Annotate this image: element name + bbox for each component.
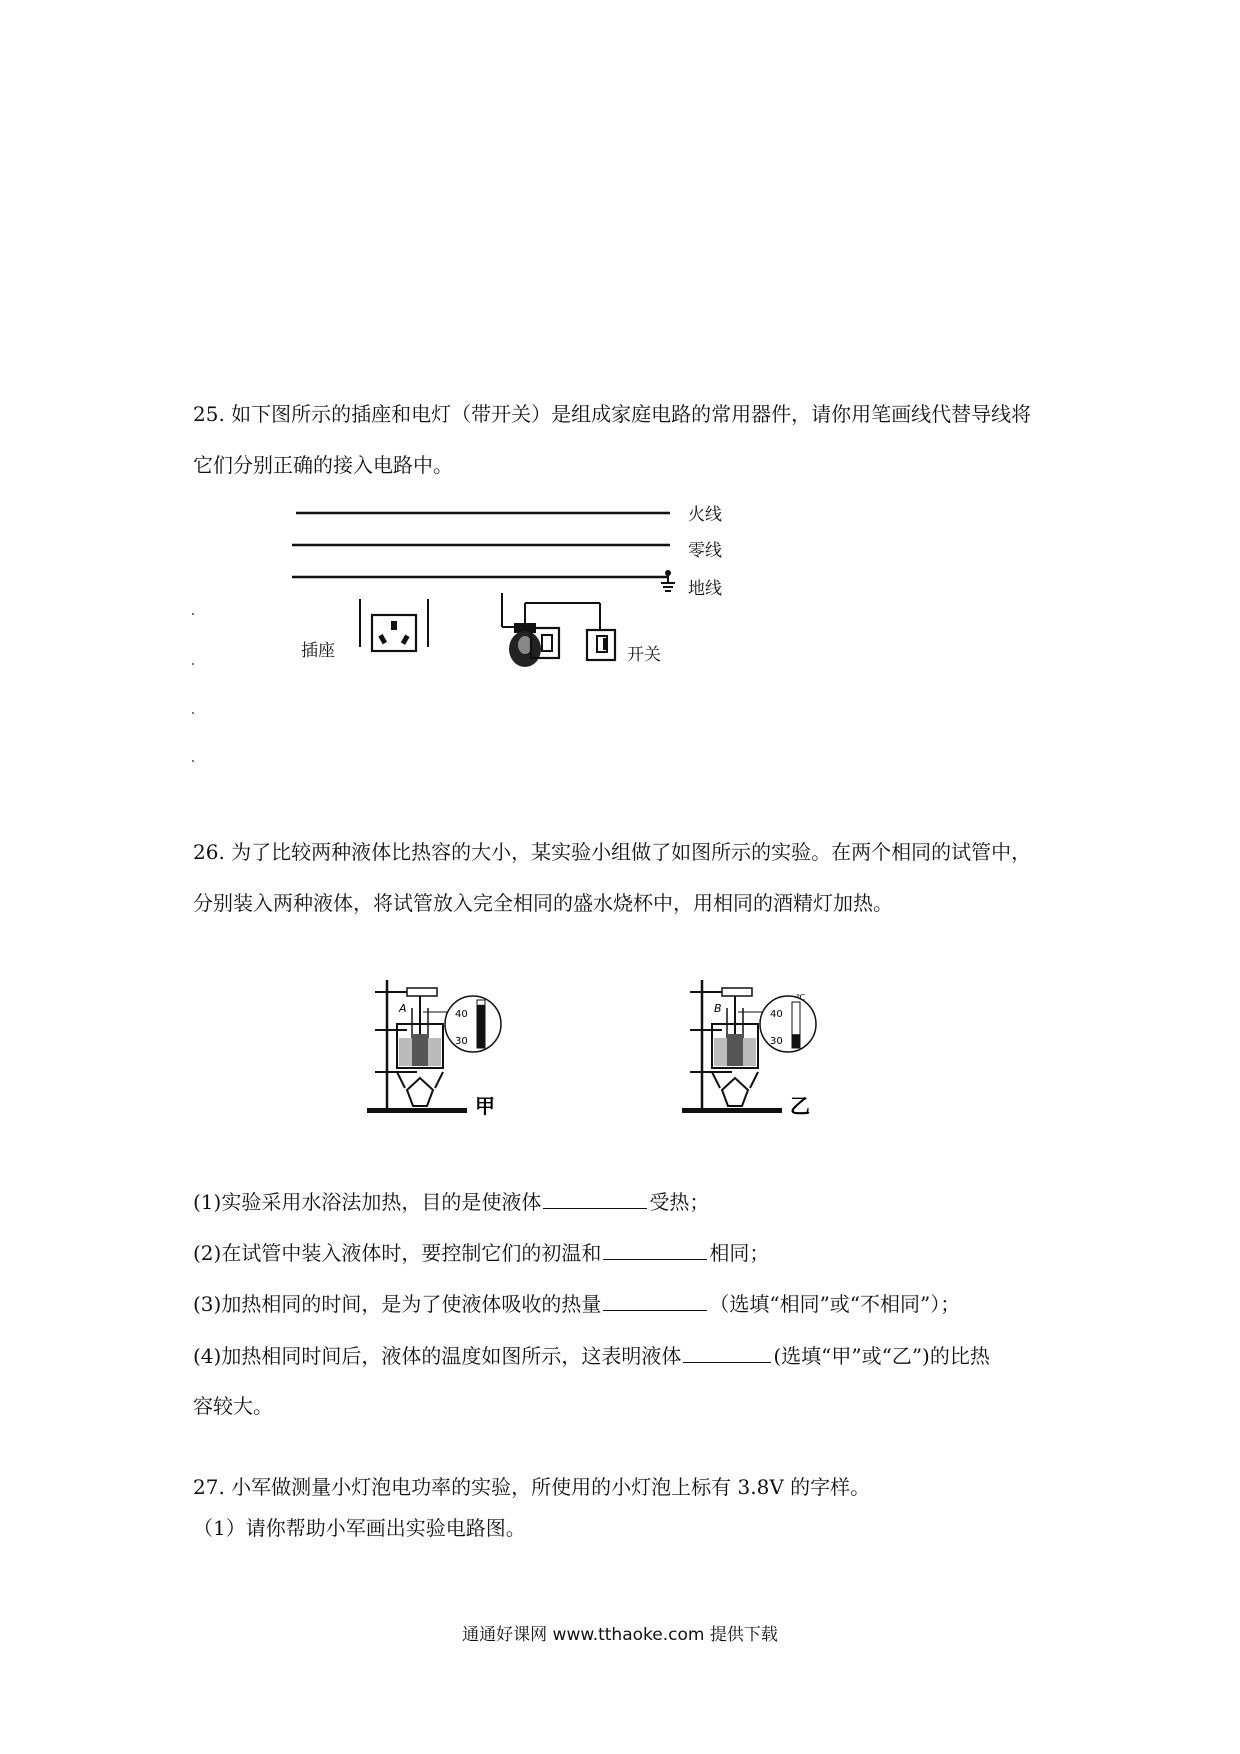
q26-item-4-text: (4)加热相同时间后，液体的温度如图所示，这表明液体 xyxy=(193,1344,682,1368)
q26-item-1-tail: 受热； xyxy=(649,1190,710,1214)
tick-30-a: 30 xyxy=(455,1036,468,1047)
q26-item-4-cont: 容较大。 xyxy=(193,1394,273,1418)
q26-item-4-tail: (选填“甲”或“乙”)的比热 xyxy=(773,1344,990,1368)
q26-item-1-text: (1)实验采用水浴法加热，目的是使液体 xyxy=(193,1190,542,1214)
q27-text-line2: （1）请你帮助小军画出实验电路图。 xyxy=(193,1516,526,1540)
q26-item-2-text: (2)在试管中装入液体时，要控制它们的初温和 xyxy=(193,1241,602,1265)
tube-label-a: A xyxy=(399,1002,407,1015)
unit-b: ℃ xyxy=(796,993,805,1002)
tick-30-b: 30 xyxy=(770,1036,783,1047)
answer-blank-4[interactable] xyxy=(683,1344,771,1363)
thermometer-b-mercury xyxy=(792,1034,800,1048)
ground-symbol-icon xyxy=(661,570,675,591)
tube-label-b: B xyxy=(714,1002,722,1015)
tick-40-a: 40 xyxy=(455,1009,468,1020)
q27-text-line1: 27. 小军做测量小灯泡电功率的实验，所使用的小灯泡上标有 3.8V 的字样。 xyxy=(193,1475,871,1499)
q26-item-2 xyxy=(193,1241,769,1265)
socket-label: 插座 xyxy=(301,641,335,661)
thermometer-a-mercury xyxy=(477,1005,485,1048)
figure-a-name: 甲 xyxy=(475,1094,495,1117)
q25-text-line2: 它们分别正确的接入电路中。 xyxy=(193,453,453,477)
neutral-wire-label: 零线 xyxy=(688,541,722,561)
switch-label: 开关 xyxy=(627,645,661,665)
q26-item-1 xyxy=(193,1190,709,1214)
page-footer: 通通好课网 www.tthaoke.com 提供下载 xyxy=(462,1625,778,1645)
live-wire-label: 火线 xyxy=(688,505,722,525)
switch-box xyxy=(585,628,619,662)
tick-40-b: 40 xyxy=(770,1009,783,1020)
q26-item-3-text: (3)加热相同的时间，是为了使液体吸收的热量 xyxy=(193,1292,602,1316)
q26-item-3 xyxy=(193,1292,960,1316)
figure-b-name: 乙 xyxy=(790,1094,810,1117)
q25-text-line1: 25. 如下图所示的插座和电灯（带开关）是组成家庭电路的常用器件，请你用笔画线代替导线将 xyxy=(193,402,1032,426)
answer-blank-2[interactable] xyxy=(603,1241,707,1260)
experiment-figure-a xyxy=(365,972,550,1117)
q26-item-2-tail: 相同； xyxy=(709,1241,770,1265)
ground-wire-label: 地线 xyxy=(688,579,722,599)
answer-blank-1[interactable] xyxy=(543,1190,647,1209)
experiment-figure-b xyxy=(680,972,865,1117)
q26-text-line1: 26. 为了比较两种液体比热容的大小，某实验小组做了如图所示的实验。在两个相同的试管中， xyxy=(193,840,1032,864)
q26-item-4 xyxy=(193,1344,990,1368)
socket-icon xyxy=(360,599,428,651)
q26-item-3-tail: （选填“相同”或“不相同”）； xyxy=(709,1292,961,1316)
q26-text-line2: 分别装入两种液体，将试管放入完全相同的盛水烧杯中，用相同的酒精灯加热。 xyxy=(193,891,893,915)
answer-blank-3[interactable] xyxy=(603,1292,707,1311)
